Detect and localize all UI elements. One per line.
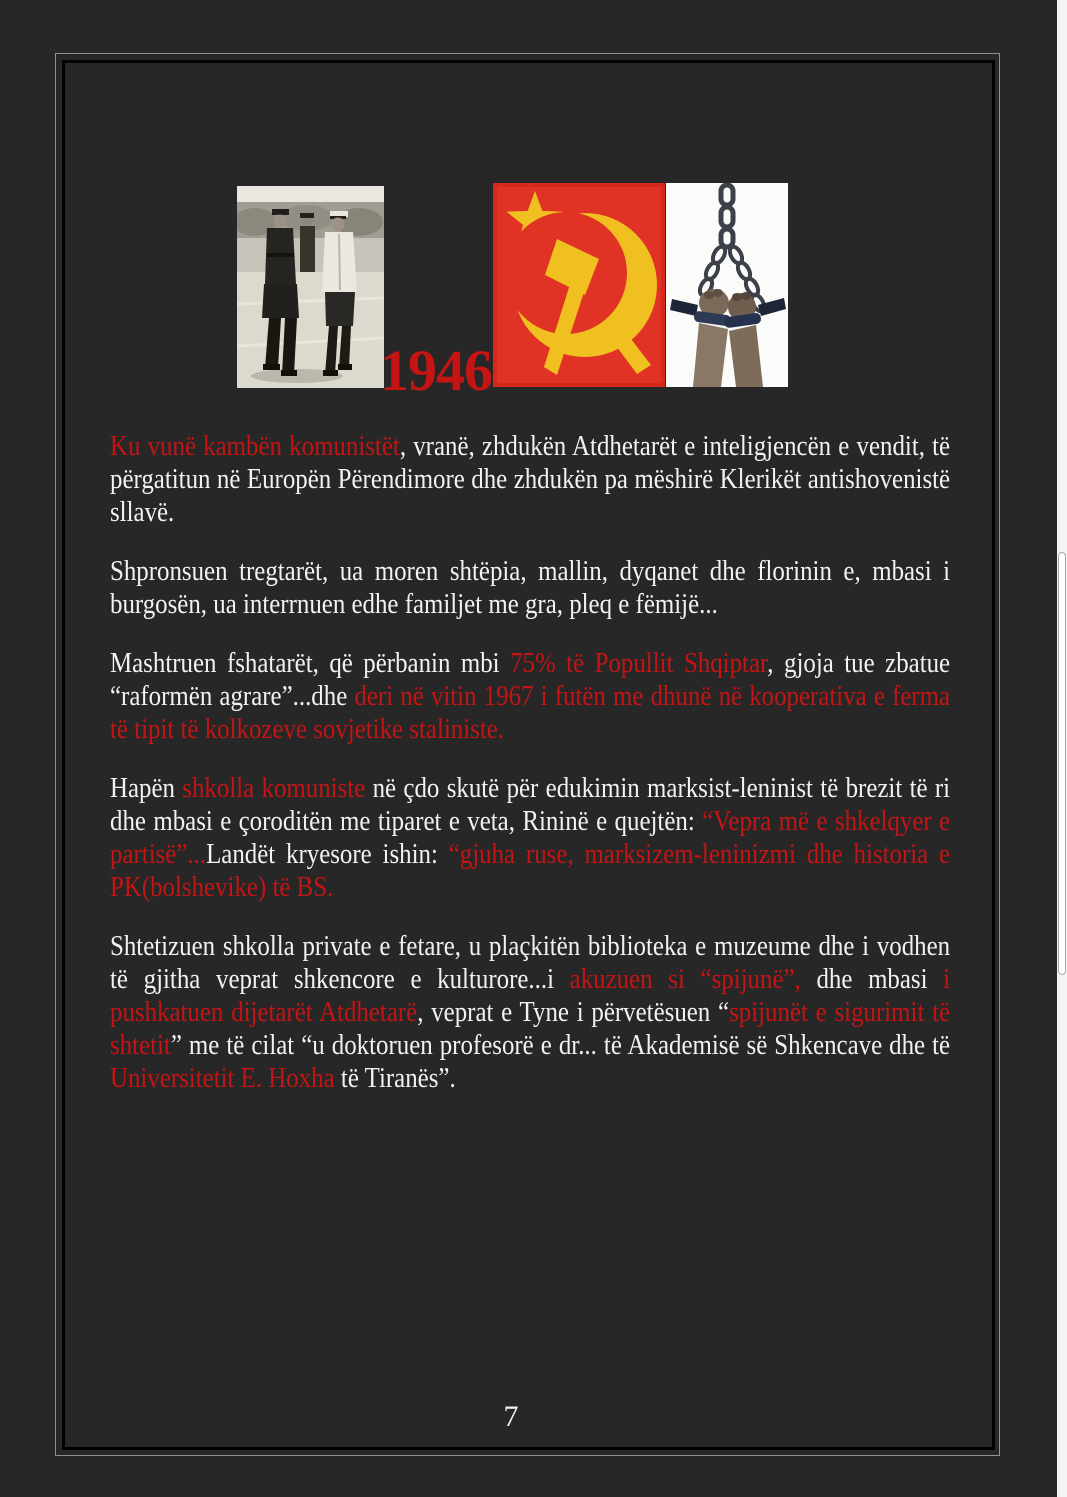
- paragraph: [110, 647, 950, 746]
- text-segment: “Vepra më e shkelqyer e partisë”...: [110, 806, 951, 870]
- scrollbar-track[interactable]: [1057, 0, 1067, 1497]
- text-segment: Hapën: [110, 773, 183, 804]
- text-segment: shkolla komuniste: [182, 773, 366, 804]
- text-segment: Shtetizuen shkolla private e fetare, u plaçkitën biblioteka e muzeume dhe i vodhen të gjitha veprat shkencore e kulturore...i: [110, 931, 951, 995]
- leaders-photo-drawing: [237, 186, 384, 388]
- leaders-photo-image: [237, 186, 384, 388]
- scrollbar-thumb[interactable]: [1058, 552, 1066, 975]
- text-segment: në çdo skutë për edukimin marksist-leninist të brezit të ri dhe mbasi e çoroditën me tiparet e veta, Rininë e quejtën:: [110, 773, 951, 837]
- text-segment: Landët kryesore ishin:: [206, 839, 449, 870]
- paragraph: [110, 772, 950, 904]
- text-segment: Shpronsuen tregtarët, ua moren shtëpia, mallin, dyqanet dhe florinin e, mbasi i burgosën, ua interrnuen edhe familjet me gra, pleq e fëmijë...: [110, 556, 951, 620]
- text-segment: “gjuha ruse, marksizem-leninizmi dhe historia e PK(bolshevike) të BS.: [110, 839, 951, 903]
- year-label: 1946: [380, 338, 492, 403]
- chained-hands-image: [666, 183, 788, 387]
- text-segment: spijunët e sigurimit të shtetit: [110, 997, 951, 1061]
- page-number: 7: [503, 1400, 519, 1433]
- text-segment: i pushkatuen dijetarët Atdhetarë: [110, 964, 951, 1028]
- text-segment: Mashtruen fshatarët, që përbanin mbi: [110, 648, 511, 679]
- soviet-flag-image: [493, 183, 665, 387]
- text-segment: , vranë, zhdukën Atdhetarët e inteligjencën e vendit, të përgatitun në Europën Përendimore dhe zhdukën pa mëshirë Klerikët antishovenistë sllavë.: [110, 431, 951, 528]
- paragraph: [110, 555, 950, 621]
- text-block: [110, 430, 950, 1121]
- text-segment: të Tiranës”.: [334, 1063, 456, 1094]
- text-segment: ” me të cilat “u doktoruen profesorë e dr... të Akademisë së Shkencave dhe të: [170, 1030, 951, 1061]
- paragraph: [110, 430, 950, 529]
- paragraph: [110, 930, 950, 1095]
- text-segment: akuzuen si “spijunë”,: [569, 964, 801, 995]
- chained-hands-drawing: [666, 183, 788, 387]
- soviet-flag-drawing: [493, 183, 665, 387]
- text-segment: 75% të Popullit Shqiptar: [510, 648, 768, 679]
- text-segment: Universitetit E. Hoxha: [110, 1063, 335, 1094]
- text-segment: , veprat e Tyne i përvetësuen “: [417, 997, 730, 1028]
- text-segment: Ku vunë kambën komunistët: [110, 431, 400, 462]
- text-segment: deri në vitin 1967 i futën me dhunë në kooperativa e ferma të tipit të kolkozeve sovjetike staliniste.: [110, 681, 951, 745]
- text-segment: dhe mbasi: [800, 964, 944, 995]
- text-segment: , gjoja tue zbatue “raformën agrare”...dhe: [110, 648, 951, 712]
